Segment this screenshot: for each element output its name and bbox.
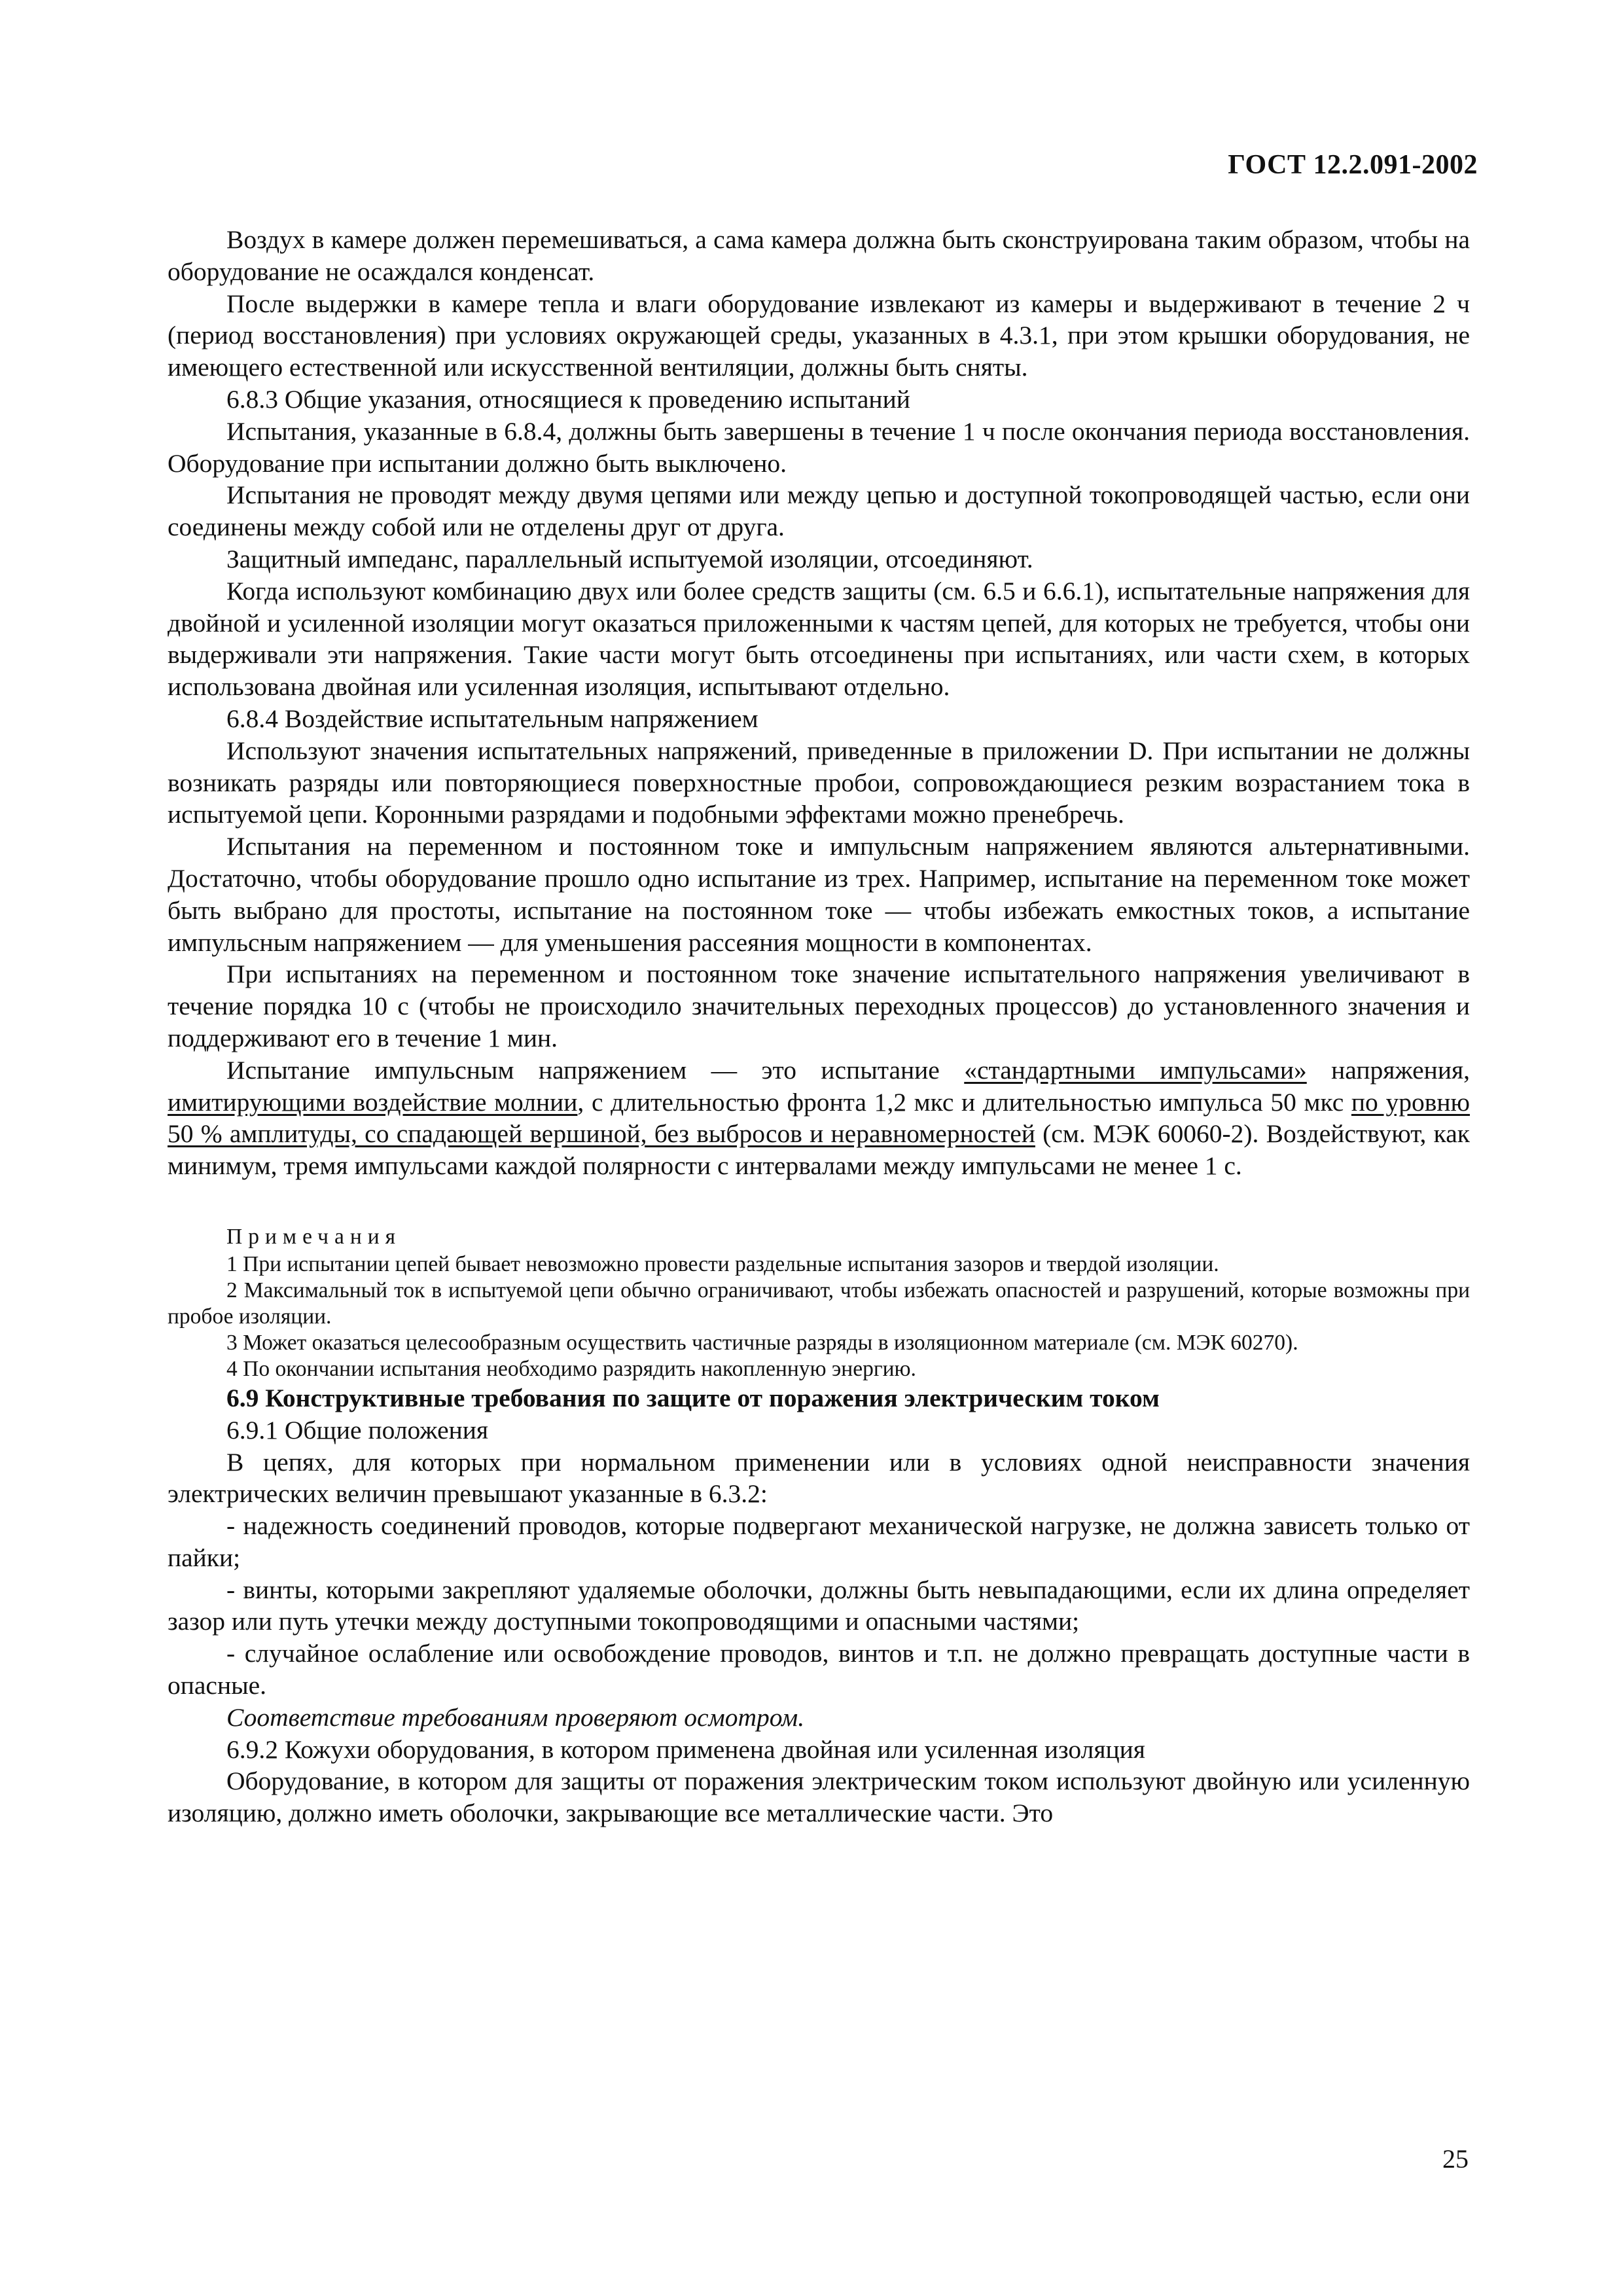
underlined-text: «стандартными импульсами»	[964, 1055, 1307, 1085]
text-run: Испытание импульсным напряжением — это испытание	[226, 1055, 965, 1085]
paragraph: Защитный импеданс, параллельный испытуемой изоляции, отсоединяют.	[226, 544, 1033, 573]
list-item: - случайное ослабление или освобождение проводов, винтов и т.п. не должно превращать доступные части в опасные.	[168, 1639, 1470, 1700]
paragraph: После выдержки в камере тепла и влаги оборудование извлекают из камеры и выдерживают в течение 2 ч (период восстановления) при условиях окружающей среды, указанных в 4.3.1, при этом крышки оборудования, не имеющего естественной или искусственной вентиляции, должны быть сняты.	[168, 289, 1470, 382]
subsection-heading-6-8-3: 6.8.3 Общие указания, относящиеся к проведению испытаний	[226, 384, 910, 414]
list-item: - винты, которыми закрепляют удаляемые оболочки, должны быть невыпадающими, если их длина определяет зазор или путь утечки между доступными токопроводящими и опасными частями;	[168, 1575, 1470, 1636]
notes-title: Примечания	[226, 1224, 402, 1249]
paragraph: При испытаниях на переменном и постоянном токе значение испытательного напряжения увеличивают в течение порядка 10 с (чтобы не происходило значительных переходных процессов) до установленного значения и поддерживают его в течение 1 мин.	[168, 960, 1470, 1052]
paragraph-impulse-test	[168, 1054, 1470, 1182]
paragraph: Когда используют комбинацию двух или более средств защиты (см. 6.5 и 6.6.1), испытательные напряжения для двойной и усиленной изоляции могут оказаться приложенными к частям цепей, для которых не требуется, чтобы они выдерживали эти напряжения. Такие части могут быть отсоединены при испытаниях, или части схем, в которых использована двойная или усиленная изоляция, испытывают отдельно.	[168, 576, 1470, 702]
paragraph: Воздух в камере должен перемешиваться, а сама камера должна быть сконструирована таким образом, чтобы на оборудование не осаждался конденсат.	[168, 225, 1470, 286]
paragraph: Оборудование, в котором для защиты от поражения электрическим током используют двойную или усиленную изоляцию, должно иметь оболочки, закрывающие все металлические части. Это	[168, 1767, 1470, 1828]
subsection-heading-6-9-1: 6.9.1 Общие положения	[226, 1415, 489, 1444]
section-heading-6-9: 6.9 Конструктивные требования по защите от поражения электрическим током	[226, 1383, 1160, 1412]
standard-designation: ГОСТ 12.2.091-2002	[1228, 150, 1478, 180]
subsection-heading-6-9-2: 6.9.2 Кожухи оборудования, в котором применена двойная или усиленная изоляция	[226, 1734, 1145, 1764]
note-item: 2 Максимальный ток в испытуемой цепи обычно ограничивают, чтобы избежать опасностей и разрушений, которые возможны при пробое изоляции.	[168, 1278, 1470, 1329]
list-item: - надежность соединений проводов, которые подвергают механической нагрузке, не должна зависеть только от пайки;	[168, 1511, 1470, 1572]
underlined-text: имитирующими воздействие молнии	[168, 1087, 578, 1117]
paragraph: В цепях, для которых при нормальном применении или в условиях одной неисправности значения электрических величин превышают указанные в 6.3.2:	[168, 1447, 1470, 1509]
page-number: 25	[1442, 2144, 1469, 2174]
paragraph: Испытания не проводят между двумя цепями или между цепью и доступной токопроводящей частью, если они соединены между собой или не отделены друг от друга.	[168, 480, 1470, 542]
note-item: 4 По окончании испытания необходимо разрядить накопленную энергию.	[226, 1356, 916, 1381]
paragraph: Используют значения испытательных напряжений, приведенные в приложении D. При испытании не должны возникать разряды или повторяющиеся поверхностные пробои, сопровождающиеся резким возрастанием тока в испытуемой цепи. Коронными разрядами и подобными эффектами можно пренебречь.	[168, 736, 1470, 829]
subsection-heading-6-8-4: 6.8.4 Воздействие испытательным напряжением	[226, 704, 758, 733]
conformity-check-note: Соответствие требованиям проверяют осмотром.	[226, 1702, 805, 1732]
note-item: 3 Может оказаться целесообразным осуществить частичные разряды в изоляционном материале (см. МЭК 60270).	[226, 1330, 1298, 1355]
underlined-text: по уровню 50 % амплитуды, со спадающей вершиной, без выбросов и неравномерностей	[168, 1087, 1470, 1149]
paragraph: Испытания, указанные в 6.8.4, должны быть завершены в течение 1 ч после окончания периода восстановления. Оборудование при испытании должно быть выключено.	[168, 416, 1470, 478]
text-run: , с длительностью фронта 1,2 мкс и длительностью импульса 50 мкс	[577, 1087, 1351, 1117]
note-item: 1 При испытании цепей бывает невозможно провести раздельные испытания зазоров и твердой изоляции.	[226, 1251, 1219, 1276]
text-run: (см. МЭК 60060-2). Воздействуют, как минимум, тремя импульсами каждой полярности с интервалами между импульсами не менее 1 с.	[168, 1119, 1470, 1181]
text-run: напряжения,	[1306, 1055, 1470, 1085]
document-body	[168, 224, 1470, 1829]
notes-block	[168, 1224, 1470, 1382]
paragraph: Испытания на переменном и постоянном токе и импульсным напряжением являются альтернативными. Достаточно, чтобы оборудование прошло одно испытание из трех. Например, испытание на переменном токе может быть выбрано для простоты, испытание на постоянном токе — чтобы избежать емкостных токов, а испытание импульсным напряжением — для уменьшения рассеяния мощности в компонентах.	[168, 832, 1470, 957]
